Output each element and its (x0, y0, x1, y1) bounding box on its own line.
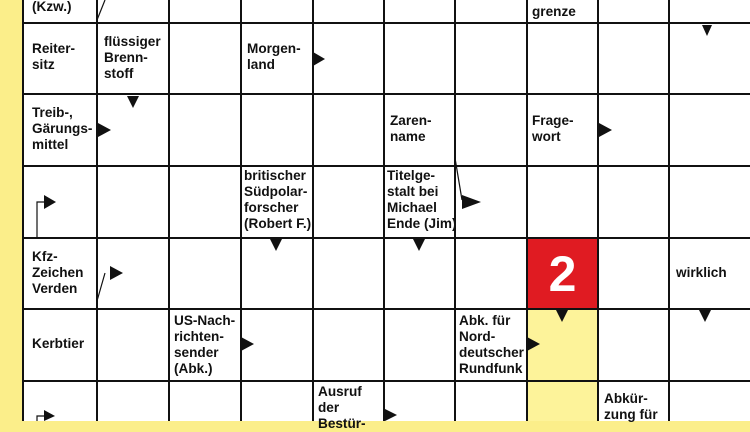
clue-kfz-verden: Kfz- Zeichen Verden (32, 249, 84, 296)
clue-ausruf: Ausruf der Bestür- (318, 384, 366, 431)
clue-fragewort: Frage- wort (532, 113, 574, 144)
clue-reitersitz: Reiter- sitz (32, 41, 76, 72)
clue-ndr: Abk. für Nord- deutscher Rundfunk (459, 313, 524, 376)
clue-abkuerzung: Abkür- zung für (604, 391, 658, 422)
clue-brennstoff: flüssiger Brenn- stoff (104, 34, 161, 81)
clue-wirklich: wirklich (676, 265, 727, 280)
clue-grenze: grenze (532, 4, 576, 19)
clue-suedpolarforscher: britischer Südpolar- forscher (Robert F.) (244, 168, 312, 231)
solution-number: 2 (548, 245, 577, 302)
clue-titelgestalt: Titelge- stalt bei Michael Ende (Jim) (387, 168, 457, 231)
clue-kerbtier: Kerbtier (32, 336, 85, 351)
clue-morgenland: Morgen- land (247, 41, 301, 72)
clue-treibmittel: Treib-, Gärungs- mittel (32, 105, 93, 152)
clue-zarenname: Zaren- name (390, 113, 432, 144)
clue-us-sender: US-Nach- richten- sender (Abk.) (174, 313, 236, 376)
clue-kzw: (Kzw.) (32, 0, 72, 14)
